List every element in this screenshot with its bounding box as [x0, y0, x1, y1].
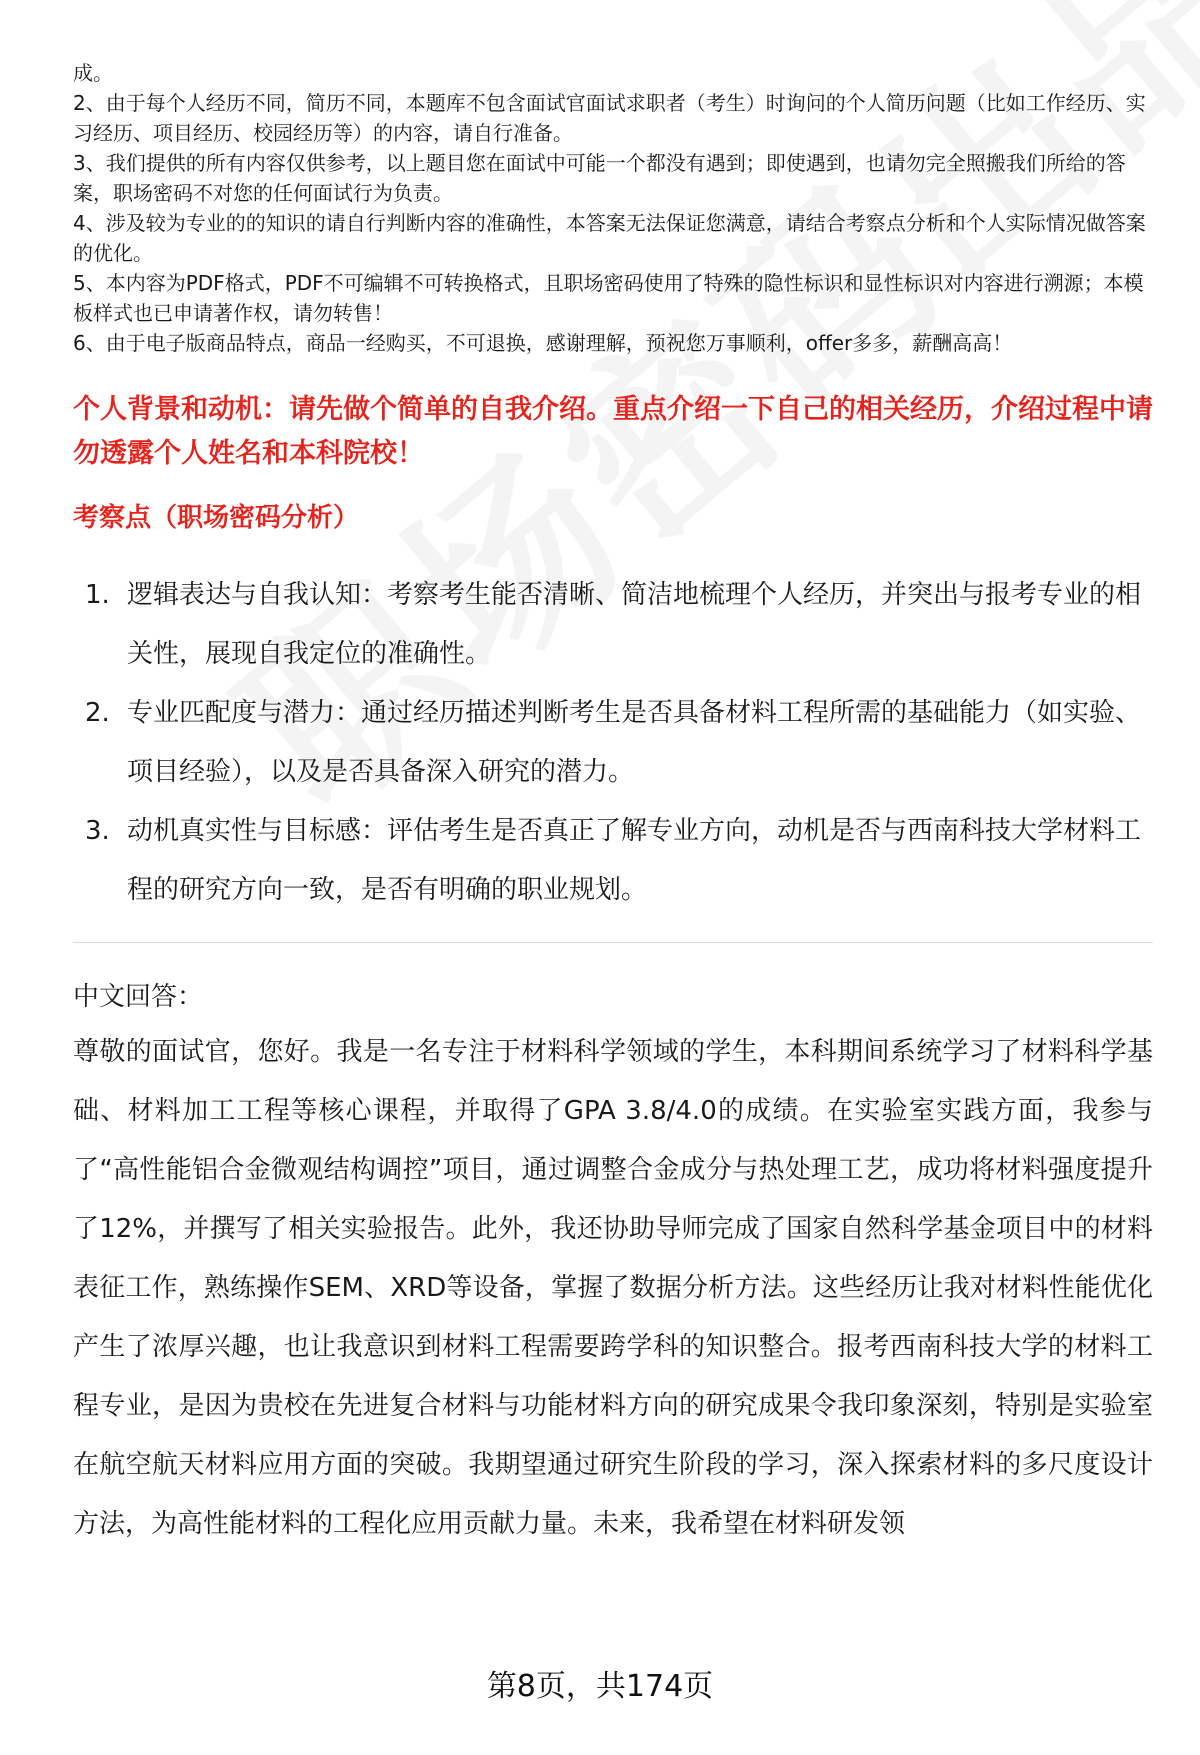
point-number: 1.	[85, 580, 110, 610]
notice-item: 2、由于每个人经历不同，简历不同，本题库不包含面试官面试求职者（考生）时询问的个人简历问题（比如工作经历、实习经历、项目经历、校园经历等）的内容，请自行准备。	[73, 91, 1146, 145]
notice-item: 4、涉及较为专业的的知识的请自行判断内容的准确性，本答案无法保证您满意，请结合考察点分析和个人实际情况做答案的优化。	[73, 211, 1146, 265]
notice-item: 6、由于电子版商品特点，商品一经购买，不可退换，感谢理解，预祝您万事顺利，offer多多，薪酬高高！	[73, 331, 1013, 355]
point-text: 逻辑表达与自我认知：考察考生能否清晰、简洁地梳理个人经历，并突出与报考专业的相关性，展现自我定位的准确性。	[127, 580, 1142, 669]
point-number: 3.	[85, 816, 110, 846]
answer-text: 尊敬的面试官，您好。我是一名专注于材料科学领域的学生，本科期间系统学习了材料科学基础、材料加工工程等核心课程，并取得了GPA 3.8/4.0的成绩。在实验室实践方面，我参与了“高性能铝合金微观结构调控”项目，通过调整合金成分与热处理工艺，成功将材料强度提升了12%，并撰写了相关实验报告。此外，我还协助导师完成了国家自然科学基金项目中的材料表征工作，熟练操作SEM、XRD等设备，掌握了数据分析方法。这些经历让我对材料性能优化产生了浓厚兴趣，也让我意识到材料工程需要跨学科的知识整合。报考西南科技大学的材料工程专业，是因为贵校在先进复合材料与功能材料方向的研究成果令我印象深刻，特别是实验室在航空航天材料应用方面的突破。我期望通过研究生阶段的学习，深入探索材料的多尺度设计方法，为高性能材料的工程化应用贡献力量。未来，我希望在材料研发领	[73, 1037, 1153, 1539]
document-page	[73, 58, 1153, 1554]
notice-item: 3、我们提供的所有内容仅供参考，以上题目您在面试中可能一个都没有遇到；即使遇到，也请勿完全照搬我们所给的答案，职场密码不对您的任何面试行为负责。	[73, 151, 1126, 205]
analysis-point	[73, 566, 1153, 684]
notice-item: 5、本内容为PDF格式，PDF不可编辑不可转换格式，且职场密码使用了特殊的隐性标识和显性标识对内容进行溯源；本模板样式也已申请著作权，请勿转售！	[73, 271, 1144, 325]
point-number: 2.	[85, 698, 110, 728]
answer-label: 中文回答：	[73, 982, 204, 1012]
analysis-point	[73, 802, 1153, 920]
page-number: 第8页，共174页	[486, 1669, 714, 1704]
notice-list	[73, 58, 1153, 358]
analysis-point	[73, 684, 1153, 802]
question-title: 个人背景和动机：请先做个简单的自我介绍。重点介绍一下自己的相关经历，介绍过程中请勿透露个人姓名和本科院校！	[73, 394, 1153, 469]
analysis-points	[73, 566, 1153, 920]
point-text: 动机真实性与目标感：评估考生是否真正了解专业方向，动机是否与西南科技大学材料工程的研究方向一致，是否有明确的职业规划。	[127, 816, 1142, 905]
analysis-heading: 考察点（职场密码分析）	[73, 503, 360, 533]
section-divider	[73, 942, 1153, 943]
notice-item: 成。	[73, 61, 113, 85]
point-text: 专业匹配度与潜力：通过经历描述判断考生是否具备材料工程所需的基础能力（如实验、项目经验），以及是否具备深入研究的潜力。	[127, 698, 1142, 787]
